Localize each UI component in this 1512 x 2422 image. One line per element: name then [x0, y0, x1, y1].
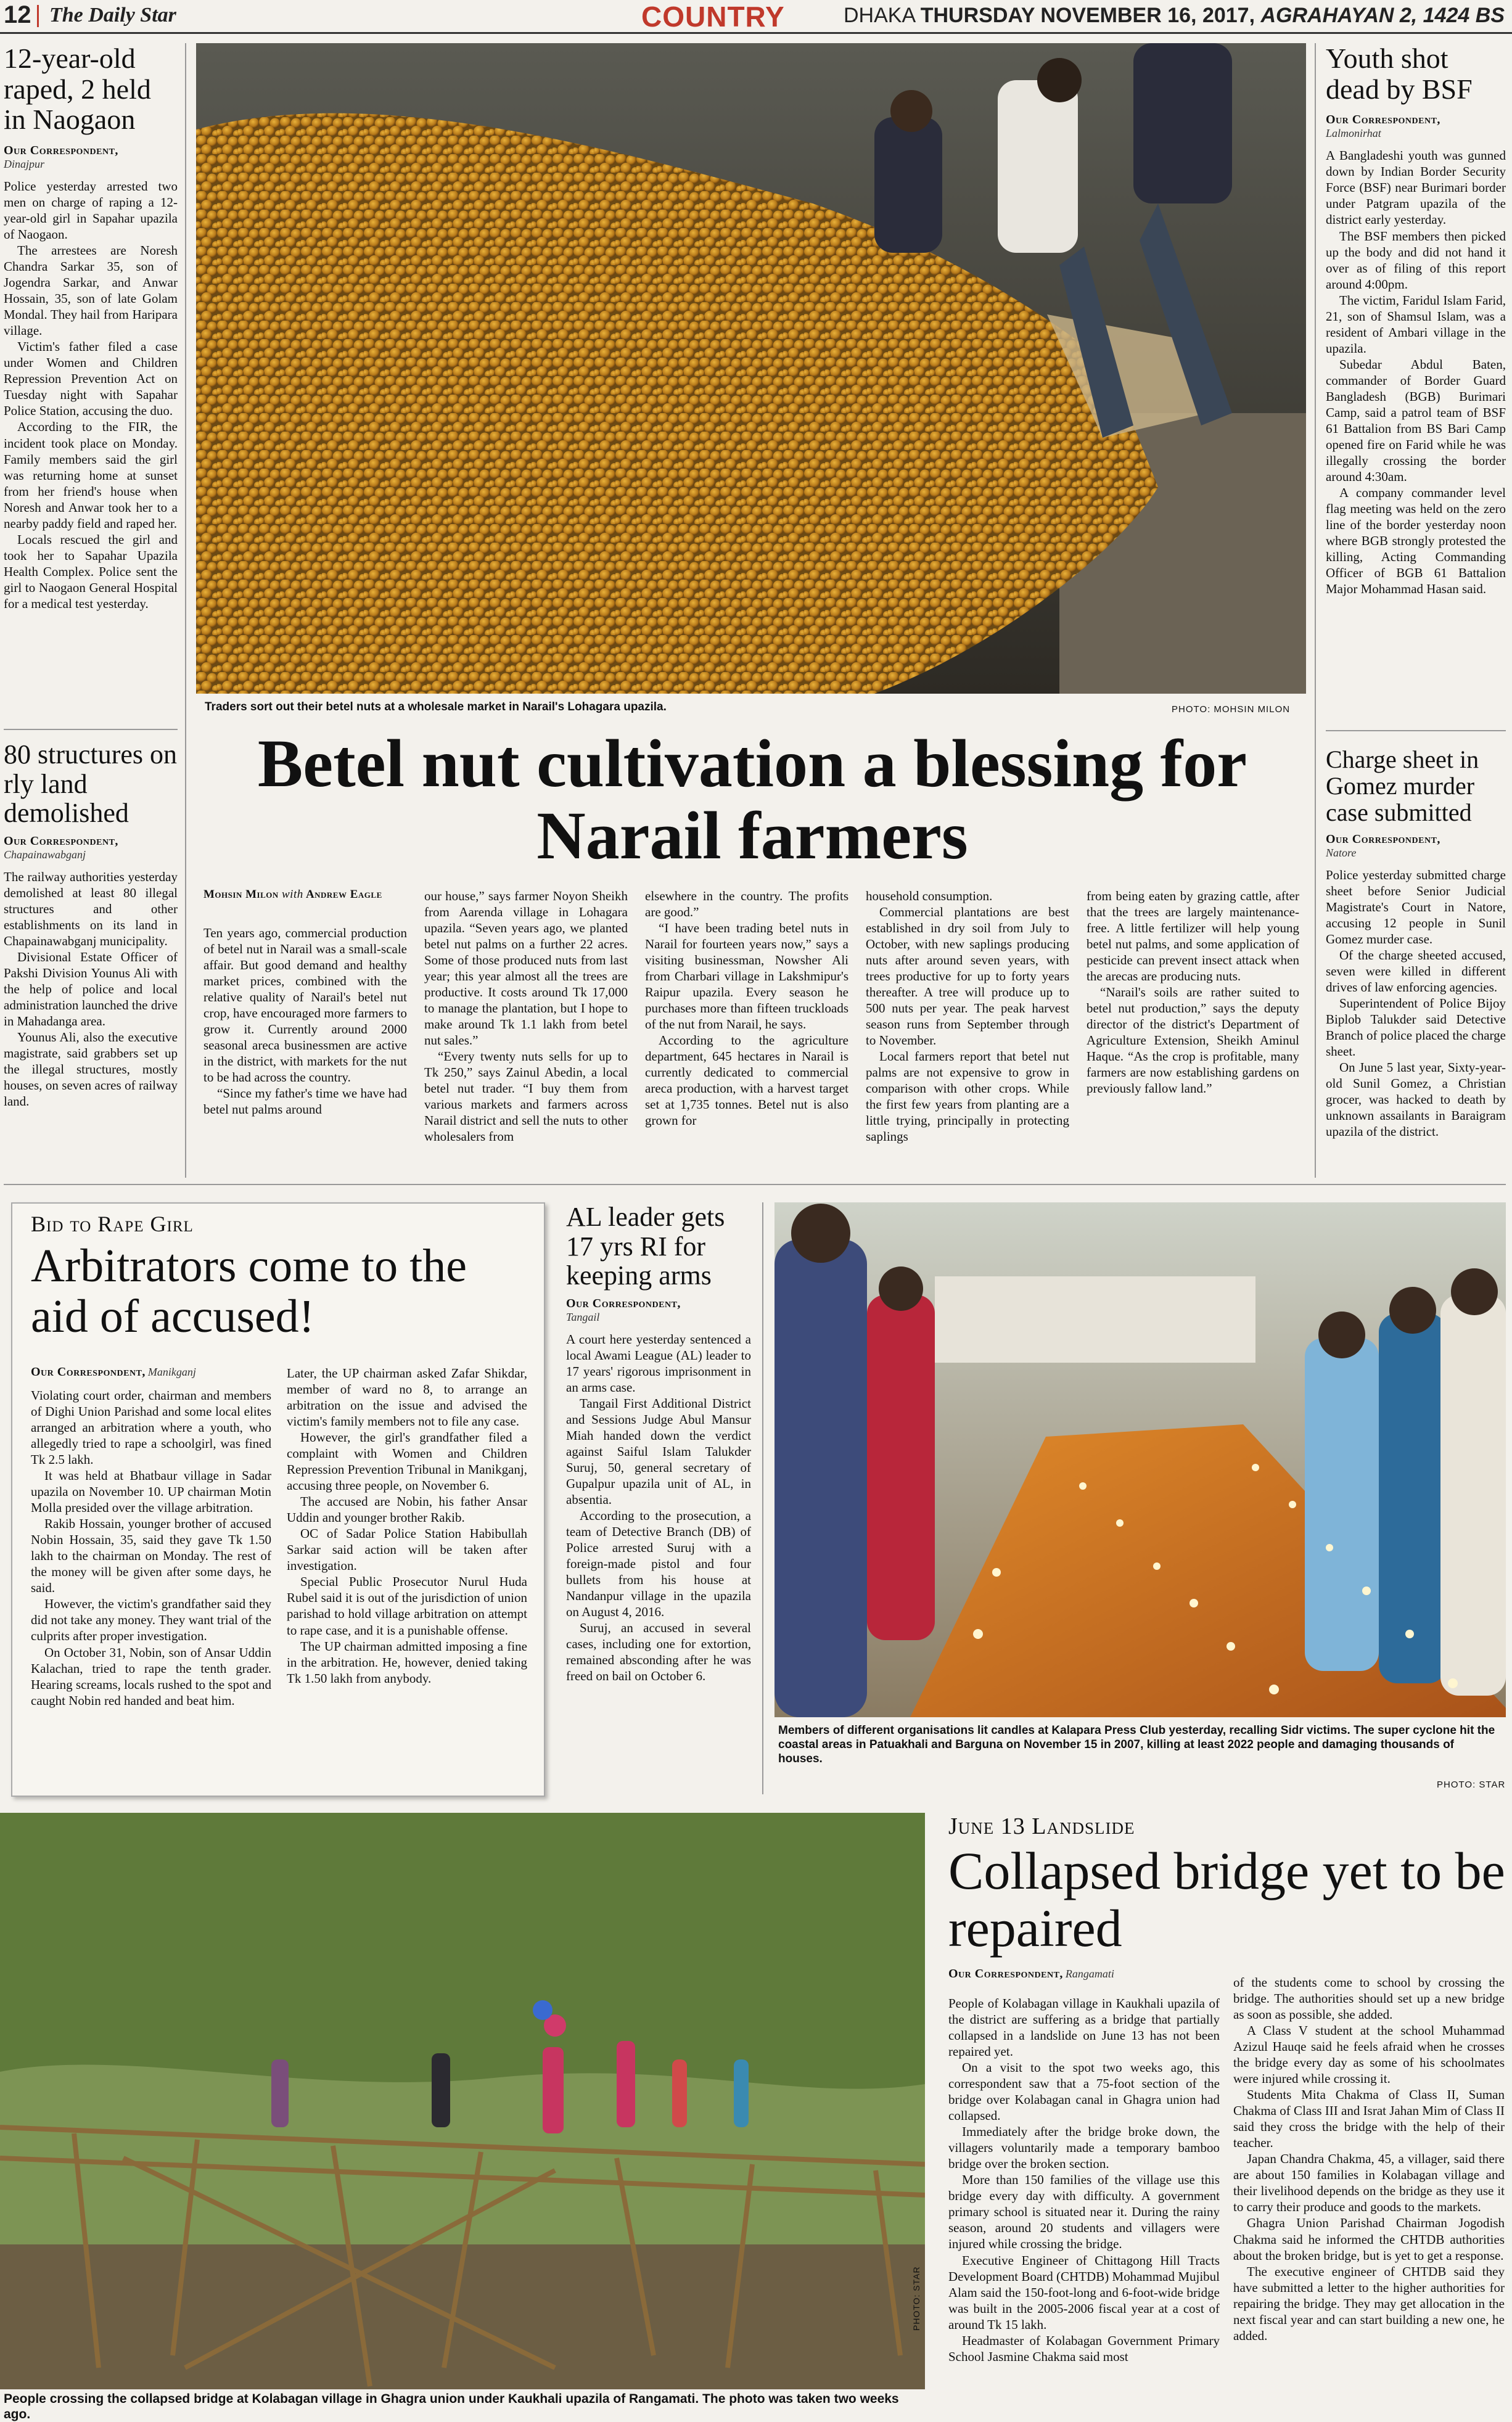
candle-vigil-image — [774, 1202, 1506, 1717]
paragraph: from being eaten by grazing cattle, after that the trees are largely maintenance-free. A little fertilizer will help young betel nut palms, and some application of pesticide can prevent insect attack when the arecas are producing nuts. — [1087, 889, 1299, 984]
paragraph: People of Kolabagan village in Kaukhali upazila of the district are suffering as a bridge that partially collapsed in a landslide on June 13 has not been repaired yet. — [948, 1996, 1220, 2059]
paragraph: Later, the UP chairman asked Zafar Shikdar, member of ward no 8, to arrange an arbitration on the issue and advised the victim's family members not to file any case. — [287, 1366, 527, 1429]
headline: Collapsed bridge yet to be repaired — [948, 1841, 1505, 1958]
masthead — [0, 0, 1512, 34]
headline: Charge sheet in Gomez murder case submitted — [1326, 745, 1479, 827]
paragraph: The executive engineer of CHTDB said they have submitted a letter to the higher authorities for repairing the bridge. They may get allocation in the next fiscal year and can start building a new one, he added. — [1233, 2264, 1505, 2343]
collapsed-bridge-image — [0, 1813, 925, 2389]
article-dateline: Tangail — [566, 1310, 600, 1323]
article-body — [4, 178, 178, 612]
bridge-col-1 — [948, 1995, 1220, 2365]
headline: 80 structures on rly land demolished — [4, 739, 178, 829]
article-body — [1326, 867, 1506, 1140]
paragraph: OC of Sadar Police Station Habibullah Sarkar said action will be taken after investigation. — [287, 1526, 527, 1574]
article-dateline: Lalmonirhat — [1326, 127, 1381, 140]
paragraph: Of the charge sheeted accused, seven were killed in different drives of law enforcing agencies. — [1326, 947, 1506, 995]
photo-caption: Traders sort out their betel nuts at a wholesale market in Narail's Lohagara upazila. — [205, 700, 667, 713]
paragraph: Tangail First Additional District and Sessions Judge Abul Mansur Miah handed down the verdict against Saiful Islam Talukder Suruj, 50, general secretary of Gupalpur upazila unit of AL, in absentia. — [566, 1395, 751, 1507]
byline: Our Correspondent, — [4, 834, 118, 848]
article-al-leader — [566, 1202, 751, 1684]
kicker: Bid to Rape Girl — [31, 1212, 194, 1236]
paragraph: Students Mita Chakma of Class II, Suman Chakma of Class III and Israt Jahan Mim of Class II said they cross the bridge with the help of their teacher. — [1233, 2087, 1505, 2151]
date-main: THURSDAY NOVEMBER 16, 2017, — [920, 4, 1255, 27]
photo-credit: PHOTO: MOHSIN MILON — [1172, 704, 1291, 715]
collapsed-bridge-photo — [0, 1813, 925, 2389]
paragraph: More than 150 families of the village use this bridge every day with difficulty. A government primary school is situated near it. During the rainy season, around 20 students and villagers were injured while crossing the bridge. — [948, 2172, 1220, 2252]
section-name: COUNTRY — [641, 1, 785, 33]
paragraph: Ten years ago, commercial production of betel nut in Narail was a small-scale affair. But good demand and healthy market prices, combined with the relative quality of Narail's betel nut crop, have encouraged more farmers to grow it. Currently around 2000 seasonal areca businessmen are active in the district, with markets for the nut to be had across the country. — [203, 926, 407, 1085]
paragraph: Younus Ali, also the executive magistrate, said grabbers set up the illegal structures, mostly houses, on seven acres of railway land. — [4, 1029, 178, 1109]
photo-credit: PHOTO: STAR — [1437, 1780, 1506, 1790]
byline-betel — [203, 888, 401, 901]
paragraph: A Bangladeshi youth was gunned down by Indian Border Security Force (BSF) near Burimari border under Patgram upazila of the district early yesterday. — [1326, 148, 1506, 228]
paragraph: Locals rescued the girl and took her to Sapahar Upazila Health Complex. Police sent the girl to Naogaon General Hospital for a medical test yesterday. — [4, 532, 178, 611]
byline: Our Correspondent, — [4, 144, 118, 158]
paragraph: According to the FIR, the incident took place on Monday. Family members said the girl was returning home at sunset from her friend's house when Noresh and Anwar took her to a nearby paddy field and raped her. — [4, 419, 178, 531]
photo-caption: Members of different organisations lit candles at Kalapara Press Club yesterday, recalling Sidr victims. The super cyclone hit the coastal areas in Patuakhali and Barguna on November 15 in 2007, killing at least 2022 people and damaging thousands of houses. — [778, 1724, 1495, 1765]
author: Mohsin Milon — [203, 888, 279, 901]
column-rule — [1315, 43, 1316, 1178]
paragraph: “I have been trading betel nuts in Narail for fourteen years now,” says a visiting businessman, Nowsher Ali from Charbari village in Lakshmipur's Raipur upazila. Every season he purchases more than fifteen truckloads of the nut from Narail, he says. — [645, 921, 848, 1032]
paragraph: According to the prosecution, a team of Detective Branch (DB) of Police arrested Suruj with a foreign-made pistol and four bullets from his house at Nandanpur village in the upazila on August 4, 2016. — [566, 1508, 751, 1620]
article-naogaon — [4, 43, 178, 612]
paragraph: However, the victim's grandfather said they did not take any money. They want trial of the culprits after proper investigation. — [31, 1596, 271, 1644]
page-number-divider — [37, 5, 39, 27]
paragraph: The UP chairman admitted imposing a fine in the arbitration. He, however, denied taking Tk 1.50 lakh from anybody. — [287, 1638, 527, 1686]
betel-col-2 — [424, 888, 628, 1145]
article-collapsed-bridge — [948, 1813, 1506, 2405]
paragraph: Special Public Prosecutor Nurul Huda Rubel said it is out of the jurisdiction of union parishad to hold village arbitration on attempt to rape case, and it is a punishable offense. — [287, 1574, 527, 1638]
article-body — [4, 869, 178, 1109]
paragraph: “Narail's soils are rather suited to betel nut production,” says the deputy director of the district's Department of Agriculture Extension, Sheikh Aminul Haque. “As the crop is profitable, many farmers are now establishing gardens on previously fallow land.” — [1087, 985, 1299, 1096]
paragraph: A company commander level flag meeting was held on the zero line of the border yesterday noon where BGB strongly protested the killing, Acting Commanding Officer of BGB 61 Battalion Major Mohammad Hasan said. — [1326, 485, 1506, 597]
paragraph: Headmaster of Kolabagan Government Primary School Jasmine Chakma said most — [948, 2333, 1220, 2364]
paragraph: elsewhere in the country. The profits are good.” — [645, 889, 848, 920]
paragraph: Executive Engineer of Chittagong Hill Tracts Development Board (CHTDB) Mohammad Mujibul Alam said the 150-foot-long and 6-foot-wide bridge was built in the 2005-2006 fiscal year at a cost of around Tk 15 lakh. — [948, 2252, 1220, 2332]
photo-caption: People crossing the collapsed bridge at Kolabagan village in Ghagra union under Kaukhali upazila of Rangamati. The photo was taken two weeks ago. — [4, 2392, 899, 2422]
column-rule — [185, 43, 186, 1178]
arbitrators-col-1 — [31, 1387, 271, 1709]
paragraph: Police yesterday arrested two men on charge of raping a 12-year-old girl in Sapahar upazila of Naogaon. — [4, 179, 178, 242]
paragraph: Immediately after the bridge broke down, the villagers voluntarily made a temporary bamboo bridge over the broken section. — [948, 2124, 1220, 2172]
betel-col-1 — [203, 925, 407, 1117]
paragraph: On June 5 last year, Sixty-year-old Sunil Gomez, a Christian grocer, was hacked to death by unknown assailants in Baraigram upazila of the district. — [1326, 1059, 1506, 1139]
paragraph: The accused are Nobin, his father Ansar Uddin and younger brother Rakib. — [287, 1494, 527, 1525]
paragraph: It was held at Bhatbaur village in Sadar upazila on November 10. UP chairman Motin Molla presided over the village arbitration. — [31, 1468, 271, 1516]
paragraph: Rakib Hossain, younger brother of accused Nobin Hossain, 35, said they gave Tk 1.50 lakh to the chairman on Monday. The rest of the money will be given after some days, he said. — [31, 1516, 271, 1596]
article-body — [566, 1331, 751, 1685]
paragraph: “Since my father's time we have had betel nut palms around — [203, 1086, 407, 1117]
betel-col-5 — [1087, 888, 1299, 1096]
betel-nut-image — [196, 43, 1306, 694]
paragraph: Divisional Estate Officer of Pakshi Division Younus Ali with the help of police and local administration launched the drive in Mahadanga area. — [4, 949, 178, 1028]
paragraph: Victim's father filed a case under Women and Children Repression Prevention Act on Tuesday night with Sapahar Police Station, accusing the duo. — [4, 339, 178, 419]
paragraph: “Every twenty nuts sells for up to Tk 250,” says Zainul Abedin, a local betel nut trader. “I buy them from various markets and farmers across Narail district and sell the nuts to other wholesalers from — [424, 1049, 628, 1144]
byline: Our Correspondent, — [31, 1365, 146, 1379]
date-prefix: DHAKA — [844, 4, 915, 27]
headline: 12-year-old raped, 2 held in Naogaon — [4, 43, 151, 136]
byline: Our Correspondent, — [1326, 832, 1440, 846]
article-rly-demolition — [4, 740, 178, 1109]
paragraph: Superintendent of Police Bijoy Biplob Talukder said Detective Branch of police placed the charge sheet. — [1326, 995, 1506, 1059]
paragraph: Japan Chandra Chakma, 45, a villager, said there are about 150 families in Kolabagan village and their livelihood depends on the bridge as they use it to carry their produce and goods to the markets. — [1233, 2151, 1505, 2215]
headline: Arbitrators come to the aid of accused! — [31, 1240, 467, 1343]
article-dateline: Rangamati — [1065, 1967, 1114, 1980]
kicker: June 13 Landslide — [948, 1813, 1135, 1839]
article-dateline: Natore — [1326, 846, 1357, 859]
byline: Our Correspondent, — [1326, 113, 1440, 127]
divider — [4, 729, 178, 730]
byline: Our Correspondent, — [948, 1966, 1063, 1981]
paragraph: Violating court order, chairman and members of Dighi Union Parishad and some local elites arranged an arbitration where a youth, who allegedly tried to rape a schoolgirl, was fined Tk 2.5 lakh. — [31, 1388, 271, 1468]
betel-col-3 — [645, 888, 848, 1128]
article-arbitrators — [11, 1202, 545, 1797]
article-bsf — [1326, 43, 1506, 597]
paragraph: On a visit to the spot two weeks ago, this correspondent saw that a 75-foot section of the bridge over Kolabagan canal in Ghagra union had collapsed. — [948, 2060, 1220, 2124]
arbitrators-col-2 — [287, 1365, 527, 1686]
page-number: 12 — [4, 1, 31, 28]
divider — [1326, 730, 1506, 731]
paragraph: Subedar Abdul Baten, commander of Border Guard Bangladesh (BGB) Burimari Camp, said a patrol team of BSF 61 Battalion from BS Bari Camp opened fire on Farid while he was illegally crossing the border around 4:30am. — [1326, 356, 1506, 484]
paragraph: However, the girl's grandfather filed a complaint with Women and Children Repression Prevention Tribunal in Manikganj, accusing three people, on November 6. — [287, 1430, 527, 1493]
betel-nut-photo — [196, 43, 1306, 694]
byline: Our Correspondent, — [566, 1296, 681, 1310]
paragraph: On October 31, Nobin, son of Ansar Uddin Kalachan, tried to rape the tenth grader. Hearing screams, locals rushed to the spot and caught Nobin red handed and beat him. — [31, 1644, 271, 1708]
headline-betel: Betel nut cultivation a blessing for Narail farmers — [257, 726, 1247, 873]
headline: Youth shot dead by BSF — [1326, 43, 1473, 105]
article-body — [1326, 147, 1506, 597]
paragraph: The BSF members then picked up the body and did not hand it over as of filing of this report around 4:00pm. — [1326, 228, 1506, 292]
paragraph: The railway authorities yesterday demolished at least 80 illegal structures and other establishments on its land in Chapainawabganj municipality. — [4, 869, 178, 948]
paragraph: A court here yesterday sentenced a local Awami League (AL) leader to 17 years' rigorous imprisonment in an arms case. — [566, 1331, 751, 1395]
paragraph: Ghagra Union Parishad Chairman Jogodish Chakma said he informed the CHTDB authorities about the broken bridge, but is yet to get a response. — [1233, 2215, 1505, 2263]
article-dateline: Chapainawabganj — [4, 848, 86, 861]
issue-dateline — [844, 4, 1505, 28]
headline: AL leader gets 17 yrs RI for keeping arms — [566, 1202, 725, 1291]
paragraph: household consumption. — [866, 889, 993, 903]
article-dateline: Dinajpur — [4, 158, 45, 171]
article-dateline: Manikganj — [147, 1366, 196, 1378]
betel-col-4 — [866, 888, 1069, 1145]
column-rule — [762, 1202, 763, 1794]
author: Andrew Eagle — [305, 888, 382, 901]
photo-credit: PHOTO: STAR — [911, 2266, 921, 2331]
byline-with: with — [282, 888, 303, 901]
section-divider — [4, 1184, 1506, 1185]
paragraph: According to the agriculture department, 645 hectares in Narail is currently dedicated to commercial areca production, with a harvest target set at 1,735 tonnes. Betel nut is also grown for — [645, 1033, 848, 1128]
paragraph: Suruj, an accused in several cases, including one for extortion, remained absconding after he was freed on bail on October 6. — [566, 1620, 751, 1684]
paper-name: The Daily Star — [49, 4, 176, 27]
paragraph: Police yesterday submitted charge sheet before Senior Judicial Magistrate's Court in Natore, accusing 12 people in Sunil Gomez murder case. — [1326, 867, 1506, 946]
paragraph: A Class V student at the school Muhammad Azizul Hauqe said he feels afraid when he crosses the bridge every day as some of his schoolmates were injured while crossing it. — [1233, 2023, 1505, 2087]
article-gomez — [1326, 746, 1506, 1139]
paragraph: of the students come to school by crossing the bridge. The authorities should set up a new bridge as soon as possible, she added. — [1233, 1975, 1505, 2022]
candle-vigil-photo — [774, 1202, 1506, 1717]
date-bangla: AGRAHAYAN 2, 1424 BS — [1260, 4, 1505, 27]
paragraph: The arrestees are Noresh Chandra Sarkar 35, son of Jogendra Sarkar, and Anwar Hossain, 35, son of late Golam Mondal. They hail from Haripara village. — [4, 243, 178, 339]
paragraph: Local farmers report that betel nut palms are not expensive to grow in comparison with other crops. While the first few years from planting are a little trying, principally in protecting saplings — [866, 1049, 1069, 1144]
paragraph: our house,” says farmer Noyon Sheikh from Aarenda village in Lohagara upazila. “Seven years ago, we planted betel nut palms on a further 22 acres. Some of those produced nuts from last year; this year almost all the trees are productive. It costs around Tk 17,000 to manage the plantation, but I hope to make around Tk 1.1 lakh from betel nut sales.” — [424, 889, 628, 1048]
paragraph: The victim, Faridul Islam Farid, 21, son of Shamsul Islam, was a resident of Ambari village in the upazila. — [1326, 292, 1506, 356]
bridge-col-2 — [1233, 1974, 1505, 2344]
paragraph: Commercial plantations are best established in dry soil from July to October, with new saplings producing nuts after around seven years, with trees productive for up to forty years thereafter. A tree will produce up to 500 nuts per year. The peak harvest season runs from September through to November. — [866, 905, 1069, 1048]
